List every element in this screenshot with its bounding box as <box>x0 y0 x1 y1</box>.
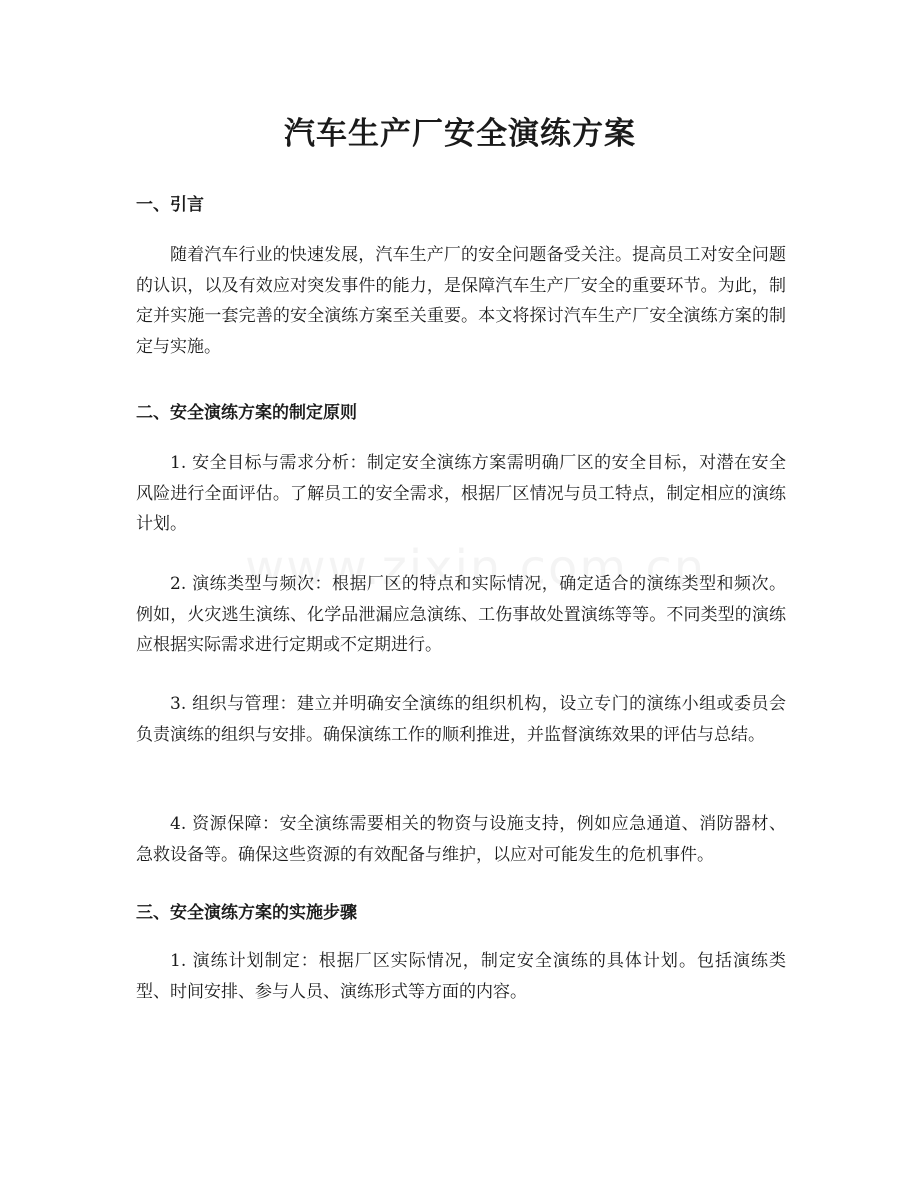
paragraph-step-1: 1. 演练计划制定：根据厂区实际情况，制定安全演练的具体计划。包括演练类型、时间安排、参与人员、演练形式等方面的内容。 <box>136 951 786 1002</box>
document-title: 汽车生产厂安全演练方案 <box>284 116 636 152</box>
paragraph-introduction: 随着汽车行业的快速发展，汽车生产厂的安全问题备受关注。提高员工对安全问题的认识，以及有效应对突发事件的能力，是保障汽车生产厂安全的重要环节。为此，制定并实施一套完善的安全演练方案至关重要。本文将探讨汽车生产厂安全演练方案的制定与实施。 <box>136 245 786 357</box>
paragraph-principle-4: 4. 资源保障：安全演练需要相关的物资与设施支持，例如应急通道、消防器材、急救设备等。确保这些资源的有效配备与维护，以应对可能发生的危机事件。 <box>136 814 786 865</box>
section-heading-introduction: 一、引言 <box>136 195 204 215</box>
section-heading-implementation: 三、安全演练方案的实施步骤 <box>136 903 357 923</box>
paragraph-principle-1: 1. 安全目标与需求分析：制定安全演练方案需明确厂区的安全目标，对潜在安全风险进行全面评估。了解员工的安全需求，根据厂区情况与员工特点，制定相应的演练计划。 <box>136 453 786 534</box>
section-heading-principles: 二、安全演练方案的制定原则 <box>136 403 357 423</box>
paragraph-principle-3: 3. 组织与管理：建立并明确安全演练的组织机构，设立专门的演练小组或委员会负责演练的组织与安排。确保演练工作的顺利推进，并监督演练效果的评估与总结。 <box>136 694 786 745</box>
paragraph-principle-2: 2. 演练类型与频次：根据厂区的特点和实际情况，确定适合的演练类型和频次。例如，火灾逃生演练、化学品泄漏应急演练、工伤事故处置演练等等。不同类型的演练应根据实际需求进行定期或不定期进行。 <box>136 574 786 655</box>
